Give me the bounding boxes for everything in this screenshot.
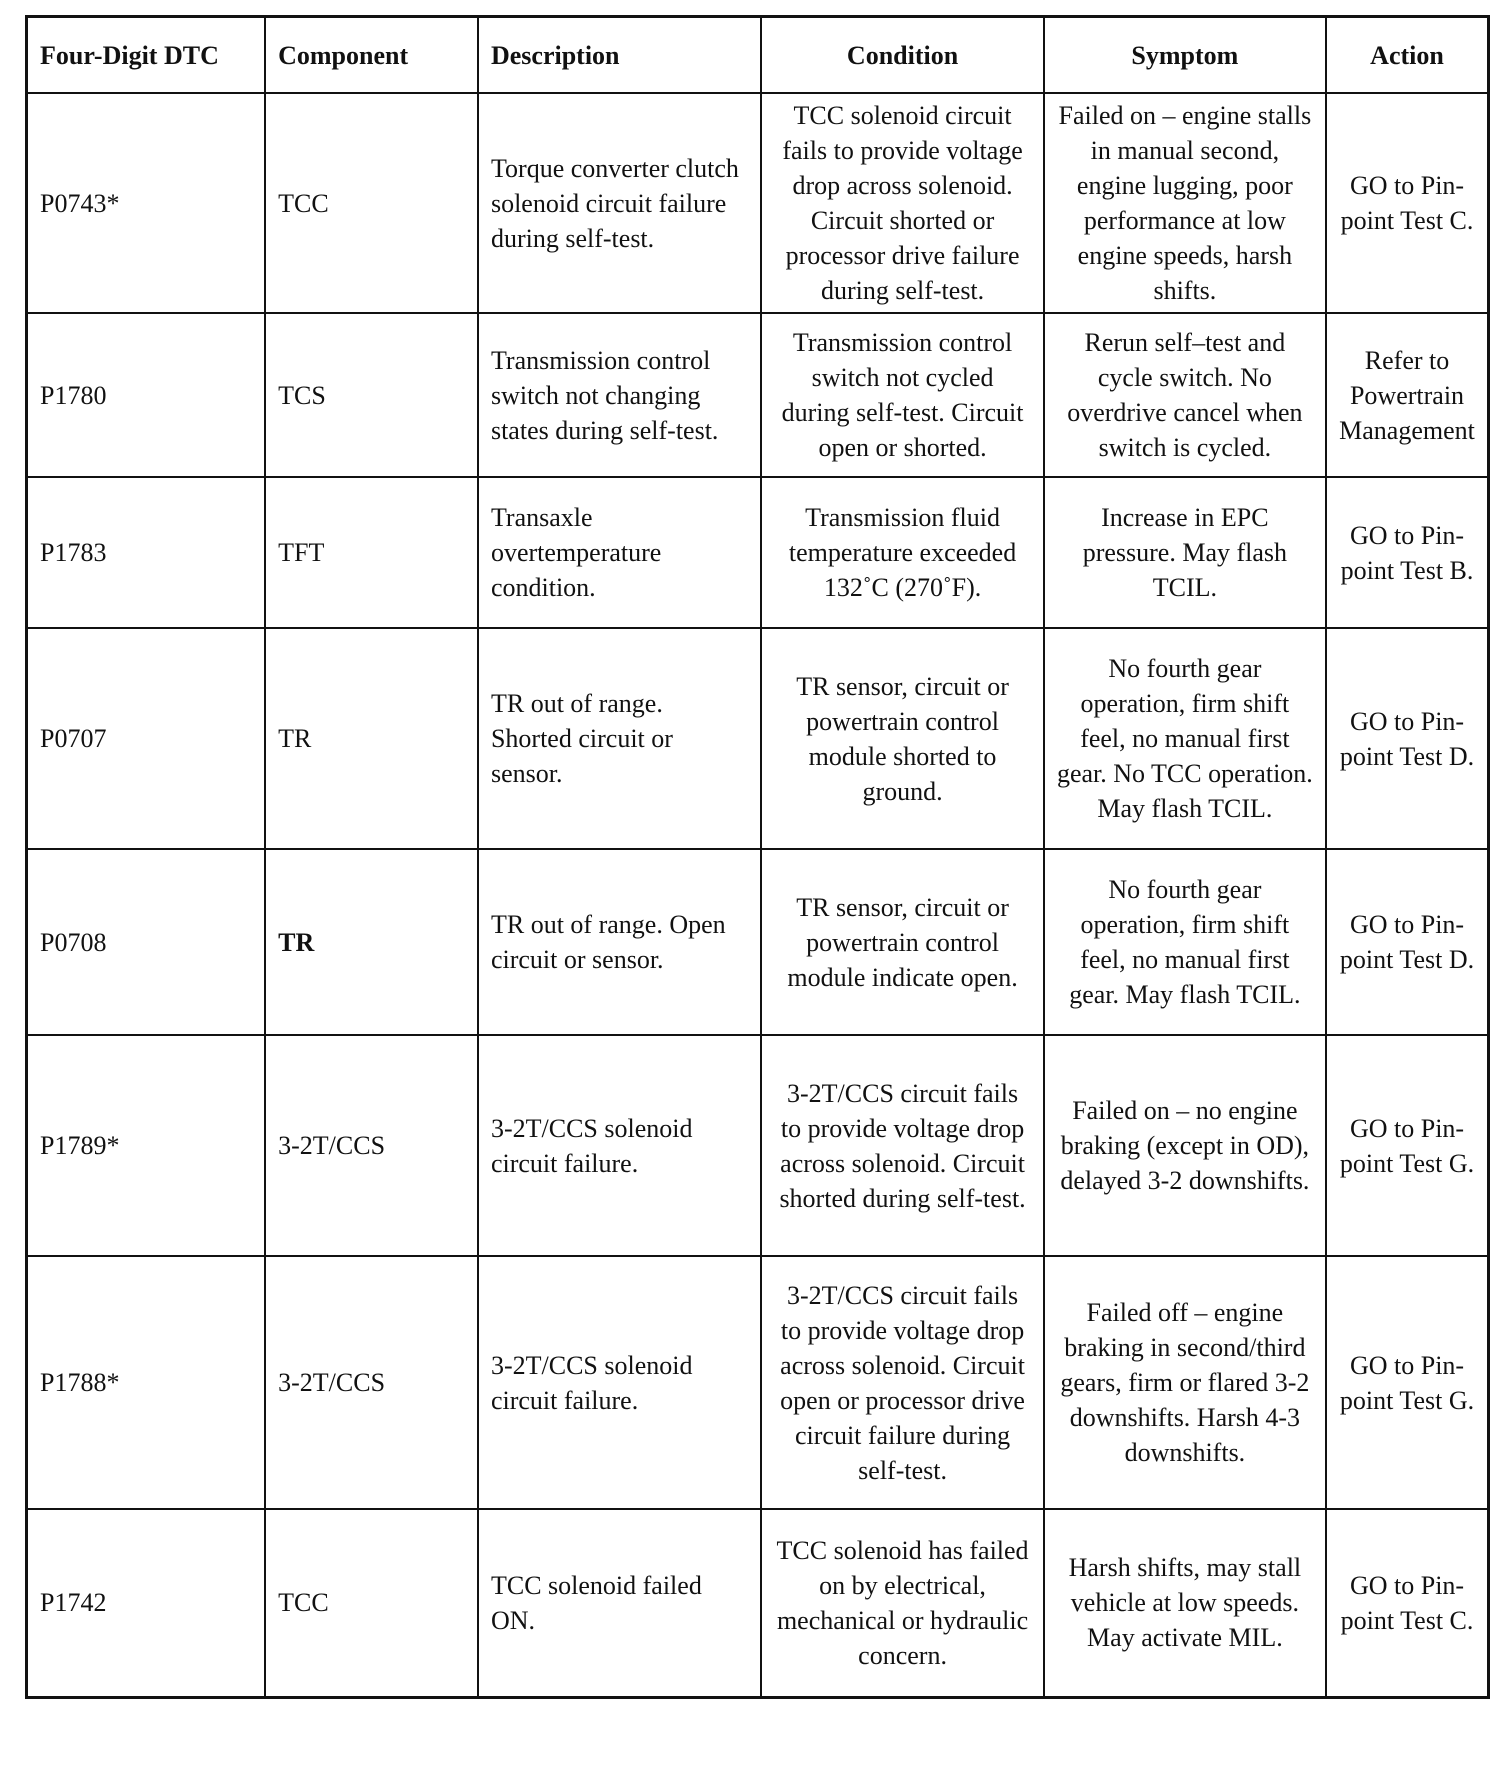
dtc-table-container xyxy=(25,15,1490,1699)
action-cell: GO to Pin-point Test B. xyxy=(1326,477,1488,628)
description-cell: Transaxle overtemperature condition. xyxy=(478,477,761,628)
symptom-cell: Increase in EPC pressure. May flash TCIL. xyxy=(1044,477,1326,628)
component-cell: TFT xyxy=(265,477,478,628)
action-cell: GO to Pin-point Test D. xyxy=(1326,849,1488,1035)
condition-cell: Transmission control switch not cycled during self-test. Circuit open or shorted. xyxy=(761,313,1043,477)
condition-cell: TCC solenoid has failed on by electrical, mechanical or hydraulic concern. xyxy=(761,1509,1043,1697)
table-row xyxy=(27,477,1489,628)
dtc-cell: P1788* xyxy=(27,1256,266,1509)
dtc-cell: P1780 xyxy=(27,313,266,477)
dtc-cell: P1789* xyxy=(27,1035,266,1256)
description-cell: Torque converter clutch solenoid circuit failure during self-test. xyxy=(478,93,761,313)
table-row xyxy=(27,1256,1489,1509)
action-cell: GO to Pin-point Test C. xyxy=(1326,93,1488,313)
symptom-cell: Rerun self–test and cycle switch. No overdrive cancel when switch is cycled. xyxy=(1044,313,1326,477)
condition-cell: TR sensor, circuit or powertrain control module shorted to ground. xyxy=(761,628,1043,849)
condition-cell: Transmission fluid temperature exceeded 132˚C (270˚F). xyxy=(761,477,1043,628)
action-cell: Refer to Powertrain Management xyxy=(1326,313,1488,477)
description-cell: TCC solenoid failed ON. xyxy=(478,1509,761,1697)
condition-cell: TCC solenoid circuit fails to provide voltage drop across solenoid. Circuit shorted or processor drive failure during self-test. xyxy=(761,93,1043,313)
symptom-cell: Failed on – engine stalls in manual second, engine lugging, poor performance at low engine speeds, harsh shifts. xyxy=(1044,93,1326,313)
symptom-cell: No fourth gear operation, firm shift feel, no manual first gear. No TCC operation. May flash TCIL. xyxy=(1044,628,1326,849)
component-cell: TCS xyxy=(265,313,478,477)
symptom-cell: Failed on – no engine braking (except in OD), delayed 3-2 downshifts. xyxy=(1044,1035,1326,1256)
symptom-cell: No fourth gear operation, firm shift feel, no manual first gear. May flash TCIL. xyxy=(1044,849,1326,1035)
description-cell: TR out of range. Shorted circuit or sensor. xyxy=(478,628,761,849)
description-cell: 3-2T/CCS solenoid circuit failure. xyxy=(478,1256,761,1509)
component-cell: TCC xyxy=(265,93,478,313)
dtc-cell: P1783 xyxy=(27,477,266,628)
table-row xyxy=(27,93,1489,313)
condition-cell: TR sensor, circuit or powertrain control module indicate open. xyxy=(761,849,1043,1035)
condition-cell: 3-2T/CCS circuit fails to provide voltage drop across solenoid. Circuit shorted during self-test. xyxy=(761,1035,1043,1256)
description-cell: TR out of range. Open circuit or sensor. xyxy=(478,849,761,1035)
description-cell: 3-2T/CCS solenoid circuit failure. xyxy=(478,1035,761,1256)
dtc-cell: P0707 xyxy=(27,628,266,849)
table-row xyxy=(27,1035,1489,1256)
table-row xyxy=(27,1509,1489,1697)
component-cell: 3-2T/CCS xyxy=(265,1256,478,1509)
header-description: Description xyxy=(478,17,761,94)
dtc-table xyxy=(25,15,1490,1699)
dtc-cell: P0743* xyxy=(27,93,266,313)
action-cell: GO to Pin-point Test G. xyxy=(1326,1035,1488,1256)
dtc-cell: P0708 xyxy=(27,849,266,1035)
description-cell: Transmission control switch not changing states during self-test. xyxy=(478,313,761,477)
table-row xyxy=(27,849,1489,1035)
condition-cell: 3-2T/CCS circuit fails to provide voltage drop across solenoid. Circuit open or processor drive circuit failure during self-test. xyxy=(761,1256,1043,1509)
header-condition: Condition xyxy=(761,17,1043,94)
header-action: Action xyxy=(1326,17,1488,94)
header-row xyxy=(27,17,1489,94)
header-component: Component xyxy=(265,17,478,94)
table-row xyxy=(27,313,1489,477)
component-cell: TCC xyxy=(265,1509,478,1697)
header-symptom: Symptom xyxy=(1044,17,1326,94)
component-cell: 3-2T/CCS xyxy=(265,1035,478,1256)
component-cell: TR xyxy=(265,849,478,1035)
symptom-cell: Harsh shifts, may stall vehicle at low speeds. May activate MIL. xyxy=(1044,1509,1326,1697)
symptom-cell: Failed off – engine braking in second/third gears, firm or flared 3-2 downshifts. Harsh 4-3 downshifts. xyxy=(1044,1256,1326,1509)
action-cell: GO to Pin-point Test G. xyxy=(1326,1256,1488,1509)
header-dtc: Four-Digit DTC xyxy=(27,17,266,94)
dtc-cell: P1742 xyxy=(27,1509,266,1697)
component-cell: TR xyxy=(265,628,478,849)
table-row xyxy=(27,628,1489,849)
action-cell: GO to Pin-point Test D. xyxy=(1326,628,1488,849)
action-cell: GO to Pin-point Test C. xyxy=(1326,1509,1488,1697)
